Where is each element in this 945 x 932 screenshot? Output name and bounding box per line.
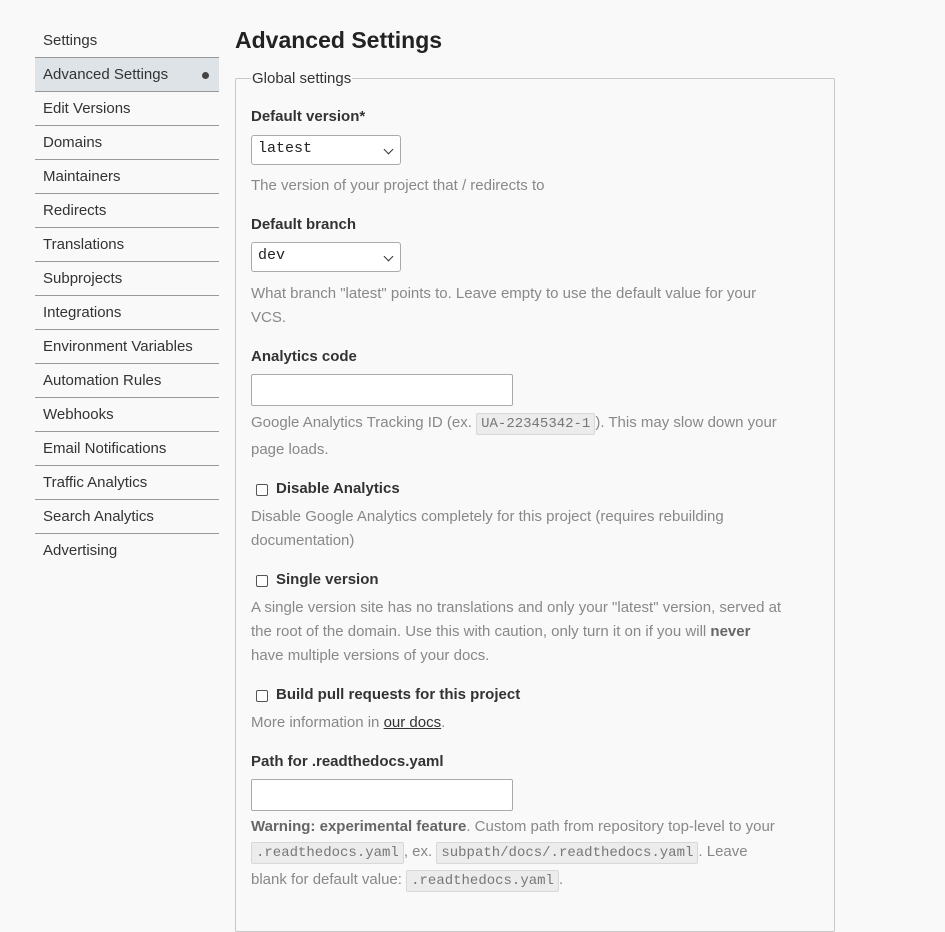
default-branch-value: dev	[258, 247, 286, 264]
sidebar-item-advertising[interactable]: Advertising	[43, 542, 118, 559]
yaml-warning-rest: . Custom path from repository top-level to your	[466, 818, 775, 835]
sidebar-item-maintainers[interactable]: Maintainers	[35, 160, 219, 194]
sidebar-item-subprojects[interactable]: Subprojects	[35, 262, 219, 296]
settings-sidebar	[35, 24, 219, 567]
default-version-select[interactable]	[251, 135, 401, 165]
sidebar-item-email-notifications[interactable]: Email Notifications	[35, 432, 219, 466]
analytics-example-code: UA-22345342-1	[476, 413, 595, 435]
sidebar-item-translations[interactable]: Translations	[35, 228, 219, 262]
analytics-code-input[interactable]	[251, 374, 513, 406]
yaml-warning-line1	[251, 815, 775, 839]
single-version-help-line1: A single version site has no translations and only your "latest" version, served at	[251, 599, 782, 616]
yaml-code-example: subpath/docs/.readthedocs.yaml	[436, 842, 698, 864]
single-version-help-line2	[251, 620, 750, 644]
single-version-help-line3: have multiple versions of your docs.	[251, 647, 490, 664]
default-branch-label: Default branch	[251, 216, 357, 233]
sidebar-item-traffic-analytics[interactable]: Traffic Analytics	[35, 466, 219, 500]
sidebar-item-redirects[interactable]: Redirects	[35, 194, 219, 228]
single-version-label[interactable]: Single version	[276, 571, 379, 588]
disable-analytics-label[interactable]: Disable Analytics	[276, 480, 400, 497]
sidebar-item-automation-rules[interactable]: Automation Rules	[35, 364, 219, 398]
single-version-checkbox[interactable]	[256, 575, 268, 587]
yaml-sep: , ex.	[403, 843, 437, 860]
build-prs-label[interactable]: Build pull requests for this project	[276, 686, 521, 703]
default-branch-select[interactable]	[251, 242, 401, 272]
yaml-code-blank-default: .readthedocs.yaml	[406, 870, 559, 892]
chevron-down-icon	[384, 252, 394, 262]
yaml-warning-line2	[251, 840, 748, 865]
build-prs-help-pre: More information in	[251, 714, 384, 731]
build-prs-checkbox[interactable]	[256, 690, 268, 702]
build-prs-help-post: .	[441, 714, 446, 731]
page-title: Advanced Settings	[235, 27, 443, 53]
sidebar-item-integrations[interactable]: Integrations	[35, 296, 219, 330]
default-version-label: Default version*	[251, 108, 366, 125]
sidebar-item-domains[interactable]: Domains	[35, 126, 219, 160]
analytics-code-label: Analytics code	[251, 348, 357, 365]
yaml-path-label: Path for .readthedocs.yaml	[251, 753, 444, 770]
yaml-line3-pre: blank for default value:	[251, 871, 407, 888]
analytics-help-line1	[251, 411, 777, 436]
active-indicator-dot	[202, 72, 209, 79]
our-docs-link[interactable]: our docs	[383, 714, 442, 731]
chevron-down-icon	[384, 145, 394, 155]
yaml-line3-post: .	[558, 871, 564, 888]
sidebar-item-search-analytics[interactable]: Search Analytics	[35, 500, 219, 534]
yaml-after: . Leave	[698, 843, 748, 860]
single-version-help-emphasis: never	[710, 623, 751, 640]
default-branch-help-line1: What branch "latest" points to. Leave empty to use the default value for your	[251, 285, 757, 302]
sidebar-item-label: Advanced Settings	[43, 66, 169, 83]
disable-analytics-help-line1: Disable Google Analytics completely for this project (requires rebuilding	[251, 508, 724, 525]
disable-analytics-help-line2: documentation)	[251, 532, 355, 549]
sidebar-item-advanced-settings[interactable]	[35, 58, 219, 92]
sidebar-item-webhooks[interactable]: Webhooks	[35, 398, 219, 432]
analytics-help-line2: page loads.	[251, 441, 329, 458]
single-version-help-line2-text: the root of the domain. Use this with caution, only turn it on if you will	[251, 623, 711, 640]
yaml-code-default: .readthedocs.yaml	[251, 842, 404, 864]
analytics-help-pre: Google Analytics Tracking ID (ex.	[251, 414, 477, 431]
sidebar-item-environment-variables[interactable]: Environment Variables	[35, 330, 219, 364]
default-version-help: The version of your project that / redirects to	[251, 177, 545, 194]
disable-analytics-checkbox[interactable]	[256, 484, 268, 496]
analytics-help-post: ). This may slow down your	[595, 414, 777, 431]
default-version-value: latest	[258, 140, 313, 157]
build-prs-help	[251, 711, 445, 735]
sidebar-item-edit-versions[interactable]: Edit Versions	[35, 92, 219, 126]
sidebar-item-settings[interactable]: Settings	[35, 24, 219, 58]
yaml-warning-line3	[251, 868, 563, 893]
default-branch-help-line2: VCS.	[251, 309, 287, 326]
yaml-warning-bold: Warning: experimental feature	[251, 818, 467, 835]
yaml-path-input[interactable]	[251, 779, 513, 811]
global-settings-legend: Global settings	[252, 70, 352, 87]
